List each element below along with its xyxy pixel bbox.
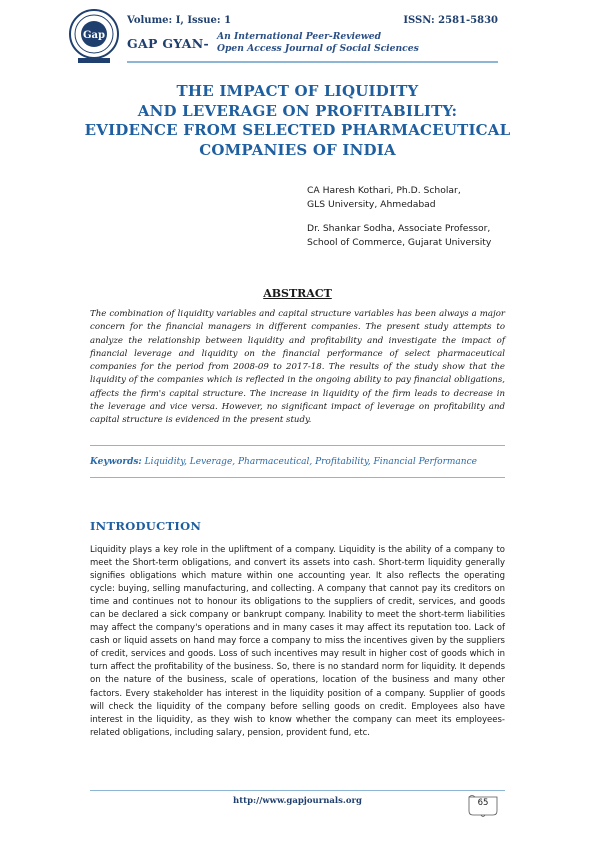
title-line: THE IMPACT OF LIQUIDITY xyxy=(176,82,419,100)
abstract-divider xyxy=(90,445,505,446)
abstract-text: The combination of liquidity variables and capital structure variables has been always a major concern for the financial managers in different companies. The present study attempts to analyze the relationship between liquidity and profitability and investigate the impact of financial leverage and liquidity on the financial performance of select pharmaceutical companies for the period from 2008-09 to 2017-18. The results of the study show that the liquidity of the companies which is reflected in the ongoing ability to pay financial obligations, affects the firm's capital structure. The increase in liquidity of the firm leads to decrease in the leverage and vice versa. However, no significant impact of leverage on profitability and capital structure is evidenced in the present study. xyxy=(90,309,505,426)
introduction-text: Liquidity plays a key role in the upliftment of a company. Liquidity is the ability of a company to meet the Short-term obligations, and convert its assets into cash. Short-term liquidity generally signifies obligations which mature within one accounting year. It also reflects the operating cycle: buying, selling manufacturing, and collecting. A company that cannot pay its creditors on time and continues not to honour its obligations to the suppliers of credit, services, and goods can be declared a sick company or bankrupt company. Inability to meet the short-term liabilities may affect the company's operations and in many cases it may affect its reputation too. Lack of cash or liquid assets on hand may force a company to miss the incentives given by the suppliers of credit, services and goods. Loss of such incentives may result in higher cost of goods which in turn affect the profitability of the business. So, there is no standard norm for liquidity. It depends on the nature of the business, scale of operations, location of the business and many other factors. Every stakeholder has interest in the liquidity position of a company. Supplier of goods will check the liquidity of the company before selling goods on credit. Employees also have interest in the liquidity, as they wish to know whether the company can meet its employees-related obligations, including salary, pension, provident fund, etc. xyxy=(90,545,505,738)
tagline-line-1: An International Peer-Reviewed xyxy=(217,31,382,42)
logo-text: Gap xyxy=(82,30,106,41)
tagline-line-2: Open Access Journal of Social Sciences xyxy=(217,43,419,54)
page-number: 65 xyxy=(477,798,489,808)
journal-logo xyxy=(64,8,124,66)
paper-title xyxy=(40,82,555,160)
author-1-name: CA Haresh Kothari, Ph.D. Scholar, xyxy=(307,185,461,196)
footer-divider xyxy=(90,790,505,791)
abstract-heading: ABSTRACT xyxy=(263,287,332,300)
author-block xyxy=(307,184,491,250)
header-divider xyxy=(127,61,498,63)
title-line: COMPANIES OF INDIA xyxy=(199,140,396,159)
journal-tagline xyxy=(217,31,419,55)
journal-website-link[interactable]: http://www.gapjournals.org xyxy=(233,796,362,806)
volume-issue: Volume: I, Issue: 1 xyxy=(127,15,232,26)
author-1-affiliation: GLS University, Ahmedabad xyxy=(307,199,436,210)
keywords-text: Liquidity, Leverage, Pharmaceutical, Profitability, Financial Performance xyxy=(144,457,477,467)
author-2-name: Dr. Shankar Sodha, Associate Professor, xyxy=(307,223,491,234)
keywords xyxy=(90,457,505,467)
title-line: EVIDENCE FROM SELECTED PHARMACEUTICAL xyxy=(84,121,511,139)
issn: ISSN: 2581-5830 xyxy=(403,15,498,26)
title-line: AND LEVERAGE ON PROFITABILITY: xyxy=(137,101,458,120)
introduction-heading: INTRODUCTION xyxy=(90,519,202,533)
keywords-divider xyxy=(90,477,505,478)
journal-brand: GAP GYAN- xyxy=(127,36,209,51)
keywords-label: Keywords: xyxy=(90,457,142,467)
author-2-affiliation: School of Commerce, Gujarat University xyxy=(307,237,492,248)
